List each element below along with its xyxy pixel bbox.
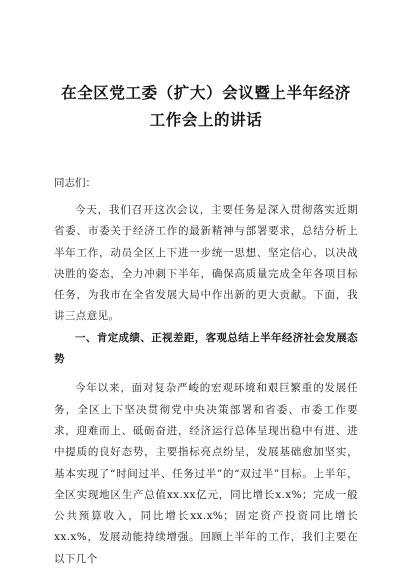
document-title xyxy=(54,0,358,134)
greeting: 同志们： xyxy=(54,177,96,189)
section-heading-1: 一、肯定成绩、正视差距，客观总结上半年经济社会发展态势 xyxy=(54,331,358,366)
body-paragraph-2: 今年以来，面对复杂严峻的宏观环境和艰巨繁重的发展任务，全区上下坚决贯彻党中央决策部署和省委、市委工作要求，迎难而上、砥砺奋进，经济运行总体呈现出稳中有进、进中提质的良好态势，主要指标亮点纷呈，发展基础愈加坚实，基本实现了“时间过半、任务过半”的“双过半”目标。上半年，全区实现地区生产总值xx.xx亿元，同比增长x.x%；完成一般公共预算收入，同比增长xx.x%；固定资产投资同比增长xx.x%，发展动能持续增强。回顾上半年的工作，我们主要在以下几个 xyxy=(54,382,358,565)
title-line-1: 在全区党工委（扩大）会议暨上半年经济 xyxy=(61,84,351,102)
title-line-2: 工作会上的讲话 xyxy=(149,111,263,129)
opening-paragraph: 今天，我们召开这次会议，主要任务是深入贯彻落实近期省委、市委关于经济工作的最新精神与部署要求，总结分析上半年工作，动员全区上下进一步统一思想、坚定信心，以决战决胜的姿态，全力冲刺下半年，确保高质量完成全年各项目标任务，为我市在全省发展大局中作出新的更大贡献。下面，我讲三点意见。 xyxy=(54,204,358,323)
